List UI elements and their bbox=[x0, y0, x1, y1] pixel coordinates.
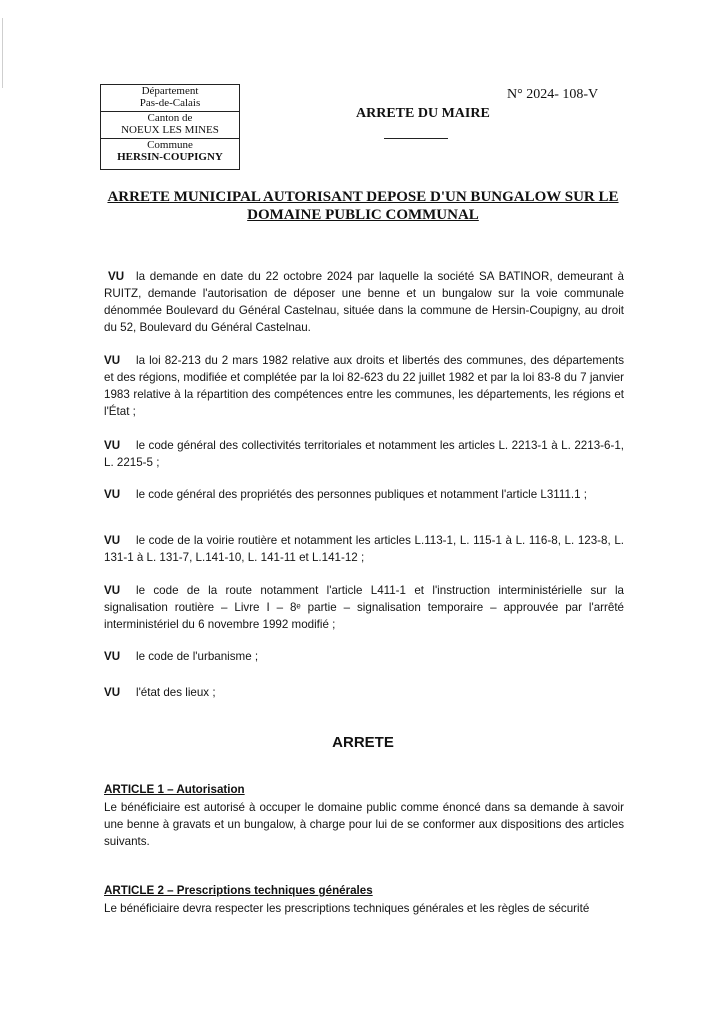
visa-label: VU bbox=[104, 354, 121, 367]
header-canton bbox=[101, 112, 239, 139]
visa-text: le code de la route notamment l'article L411-1 et l'instruction interministérielle sur la signalisation routière – Livre I – 8ᵉ partie – signalisation temporaire – approuvée par l'arrêté interministériel du 6 novembre 1992 modifié ; bbox=[104, 584, 624, 631]
article-2-title: ARTICLE 2 – Prescriptions techniques générales bbox=[104, 884, 373, 897]
visa-label: VU bbox=[104, 534, 121, 547]
visa-text: le code de l'urbanisme ; bbox=[136, 650, 259, 663]
main-title-line-2: DOMAINE PUBLIC COMMUNAL bbox=[247, 207, 479, 223]
visa-text: le code général des collectivités territoriales et notamment les articles L. 2213-1 à L. 2213-6-1, L. 2215-5 ; bbox=[104, 439, 624, 469]
visa-5 bbox=[104, 532, 624, 566]
visa-label: VU bbox=[108, 270, 125, 283]
article-1-text: Le bénéficiaire est autorisé à occuper le domaine public comme énoncé dans sa demande à savoir une benne à gravats et un bungalow, à charge pour lui de se conformer aux dispositions des articles suivants. bbox=[104, 801, 624, 848]
visa-text: le code général des propriétés des personnes publiques et notamment l'article L3111.1 ; bbox=[136, 488, 588, 501]
article-1-title: ARTICLE 1 – Autorisation bbox=[104, 783, 245, 796]
visa-text: l'état des lieux ; bbox=[136, 686, 216, 699]
visa-text: la loi 82-213 du 2 mars 1982 relative aux droits et libertés des communes, des départements et des régions, modifiée et complétée par la loi 82-623 du 22 juillet 1982 et par la loi 83-8 du 7 janvier 1983 relative à la répartition des compétences entre les communes, les départements, les régions et l'État ; bbox=[104, 354, 624, 418]
header-commune-value: HERSIN-COUPIGNY bbox=[117, 150, 223, 163]
mayor-decree-title: ARRETE DU MAIRE bbox=[356, 106, 490, 121]
visa-label: VU bbox=[104, 488, 121, 501]
administrative-header-box bbox=[100, 84, 240, 170]
visa-text: la demande en date du 22 octobre 2024 par laquelle la société SA BATINOR, demeurant à RUITZ, demande l'autorisation de déposer une benne et un bungalow sur la voie communale dénommée Boulevard du Général Castelnau, située dans la commune de Hersin-Coupigny, au droit du 52, Boulevard du Général Castelnau. bbox=[104, 270, 624, 334]
header-department-label: Département bbox=[141, 85, 199, 97]
visa-label: VU bbox=[104, 650, 121, 663]
visa-label: VU bbox=[104, 584, 121, 597]
arrete-heading: ARRETE bbox=[332, 734, 394, 751]
scan-edge-artifact bbox=[2, 18, 3, 88]
main-title-line-1: ARRETE MUNICIPAL AUTORISANT DEPOSE D'UN BUNGALOW SUR LE bbox=[107, 189, 619, 205]
visa-8 bbox=[104, 684, 624, 701]
header-department-value: Pas-de-Calais bbox=[139, 96, 201, 109]
header-canton-label: Canton de bbox=[147, 112, 193, 124]
visa-3 bbox=[104, 437, 624, 471]
header-commune bbox=[101, 139, 239, 165]
visa-2 bbox=[104, 352, 624, 420]
header-canton-value: NOEUX LES MINES bbox=[121, 123, 219, 136]
visa-4 bbox=[104, 486, 624, 503]
visa-label: VU bbox=[104, 686, 121, 699]
visa-7 bbox=[104, 648, 624, 665]
main-title bbox=[90, 188, 636, 224]
header-department bbox=[101, 85, 239, 112]
visa-text: le code de la voirie routière et notamment les articles L.113-1, L. 115-1 à L. 116-8, L. 123-8, L. 131-1 à L. 131-7, L.141-10, L. 141-11 et L.141-12 ; bbox=[104, 534, 624, 564]
title-divider bbox=[384, 138, 448, 139]
visa-1 bbox=[104, 268, 624, 336]
visa-6 bbox=[104, 582, 624, 633]
decree-reference-number: N° 2024- 108-V bbox=[507, 87, 599, 102]
visa-label: VU bbox=[104, 439, 121, 452]
article-2-text: Le bénéficiaire devra respecter les prescriptions techniques générales et les règles de sécurité bbox=[104, 902, 590, 915]
header-commune-label: Commune bbox=[147, 139, 193, 151]
